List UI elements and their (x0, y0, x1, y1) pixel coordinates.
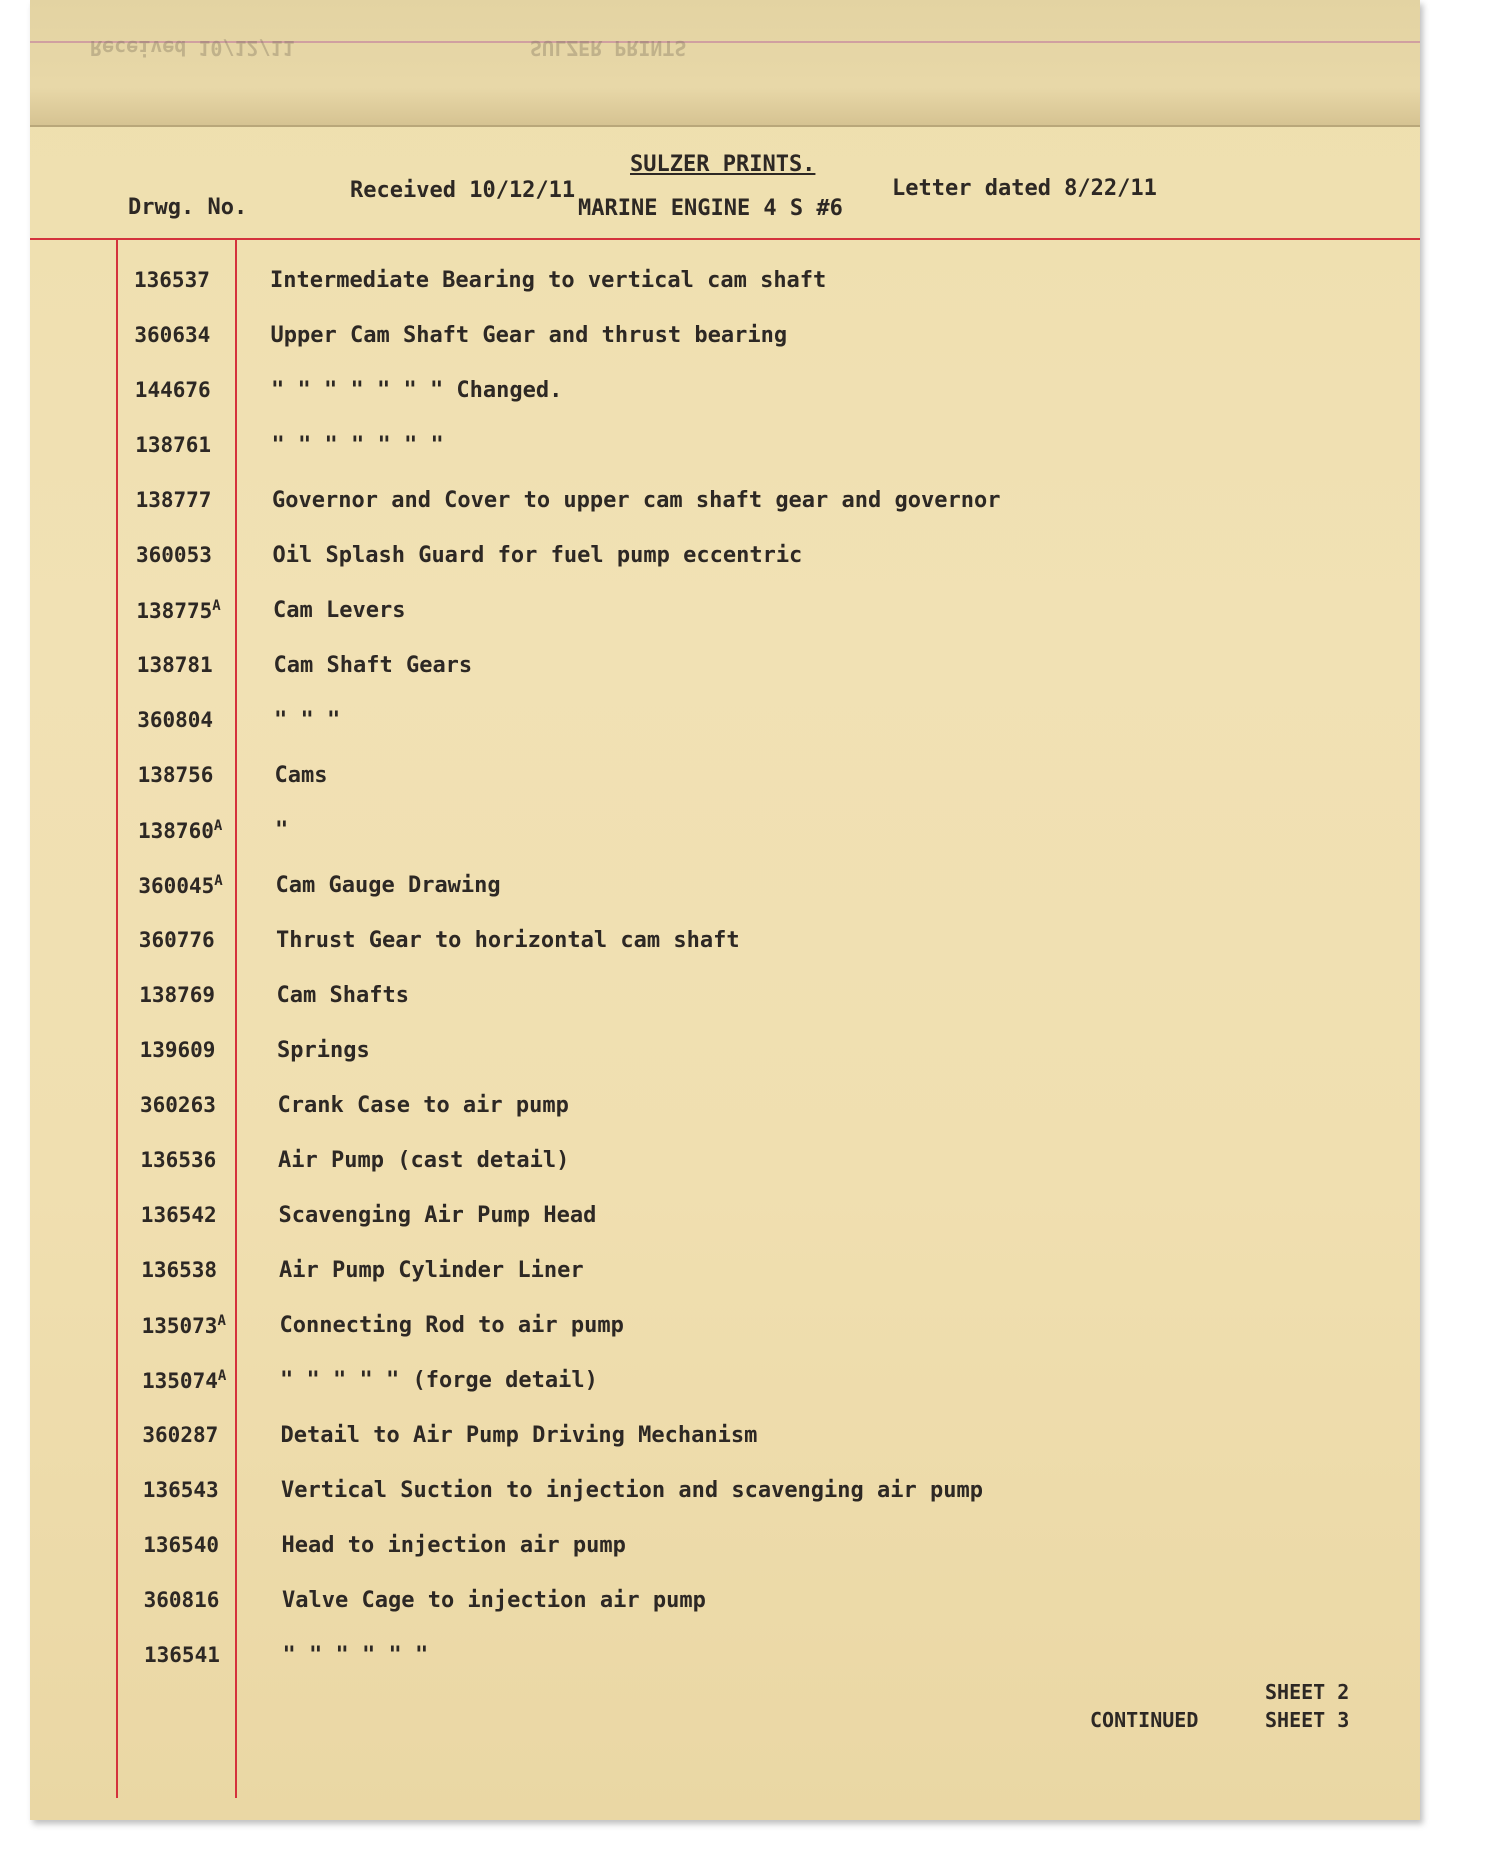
list-item (30, 763, 1420, 803)
sheet-next: SHEET 3 (1265, 1708, 1350, 1732)
drawing-number (135, 433, 211, 457)
drawing-number-text: 360804 (137, 708, 214, 732)
list-item (30, 433, 1420, 473)
drawing-number-text: 136543 (142, 1478, 219, 1502)
list-item (30, 983, 1420, 1023)
list-item (30, 653, 1420, 693)
drawing-number-text: 360776 (138, 928, 215, 952)
drawing-number (136, 543, 212, 567)
drawing-number (142, 1368, 226, 1393)
drawing-description: Intermediate Bearing to vertical cam shaft (270, 268, 827, 293)
drawing-number (140, 1093, 216, 1117)
ghost-text-2: SULZER PRINTS (530, 36, 687, 60)
drawing-number (142, 1423, 218, 1447)
drawing-number-text: 360263 (140, 1093, 216, 1117)
drawing-description: Vertical Suction to injection and scavenging air pump (281, 1478, 983, 1503)
drawing-description: " " " " " " " Changed. (271, 378, 563, 403)
drawing-number-text: 138775 (136, 599, 213, 623)
list-item (30, 1148, 1420, 1188)
drawing-description: " " " " " (forge detail) (280, 1368, 598, 1393)
drawing-number (136, 598, 220, 623)
drawing-number-text: 138761 (135, 433, 212, 457)
drawing-description: Cam Gauge Drawing (275, 873, 501, 898)
list-item (30, 1313, 1420, 1353)
drawing-description: Detail to Air Pump Driving Mechanism (280, 1423, 758, 1448)
drawing-number-text: 144676 (134, 378, 211, 402)
revision-mark: A (217, 1368, 227, 1384)
drawing-number-text: 136541 (144, 1643, 220, 1667)
list-item (30, 818, 1420, 858)
list-item (30, 268, 1420, 308)
received-date: Received 10/12/11 (350, 178, 576, 203)
drawing-description: Head to injection air pump (281, 1533, 626, 1558)
drawing-number (138, 818, 222, 843)
list-item (30, 1093, 1420, 1133)
drawing-number (141, 1203, 217, 1227)
drawing-description: Cam Shaft Gears (273, 653, 473, 678)
list-item (30, 1588, 1420, 1628)
revision-mark: A (213, 818, 223, 834)
drawing-number-text: 135074 (142, 1369, 218, 1393)
folded-top-flap (30, 0, 1420, 127)
drawing-number (141, 1258, 217, 1282)
list-item (30, 323, 1420, 363)
drawing-number (137, 653, 213, 677)
drawing-number-text: 136538 (141, 1258, 218, 1282)
drawing-description: Cam Shafts (276, 983, 409, 1008)
drawing-description: Oil Splash Guard for fuel pump eccentric (272, 543, 803, 568)
drawing-description: Governor and Cover to upper cam shaft gear and governor (272, 488, 1001, 513)
drawing-number (143, 1533, 219, 1557)
drawing-description: Valve Cage to injection air pump (282, 1588, 706, 1613)
drawing-number-text: 136536 (140, 1148, 217, 1172)
list-item (30, 598, 1420, 638)
drawing-number-text: 136542 (140, 1203, 217, 1227)
list-item (30, 873, 1420, 913)
drawing-description: " " " " " " (282, 1643, 429, 1668)
drawing-description: Cam Levers (273, 598, 406, 623)
drawing-number (137, 708, 213, 732)
drawing-number-text: 138756 (137, 763, 214, 787)
list-item (30, 1423, 1420, 1463)
drawing-number (135, 378, 211, 402)
engine-label: MARINE ENGINE 4 S #6 (578, 196, 843, 221)
drawing-description: Cams (274, 763, 328, 788)
continued-label: CONTINUED (1090, 1708, 1199, 1732)
list-item (30, 928, 1420, 968)
list-item (30, 378, 1420, 418)
drawing-number-text: 139609 (139, 1038, 216, 1062)
document-page (30, 0, 1420, 1820)
drawing-description: " " " " " " " (271, 433, 444, 458)
drawing-number (134, 323, 210, 347)
ghost-text-1: Received 10/12/11 (90, 36, 295, 60)
revision-mark: A (212, 598, 221, 614)
drawing-number-text: 136537 (134, 268, 210, 292)
drawing-number-text: 138777 (135, 488, 212, 512)
drawing-description: Air Pump (cast detail) (278, 1148, 570, 1173)
drawing-number (139, 983, 215, 1007)
drawing-number (138, 873, 222, 898)
revision-mark: A (217, 1313, 226, 1329)
list-item (30, 1038, 1420, 1078)
drawing-number-text: 138781 (136, 653, 213, 677)
drawing-number (139, 928, 215, 952)
list-item (30, 1368, 1420, 1408)
list-item (30, 1478, 1420, 1518)
drawing-number (142, 1313, 226, 1338)
drawing-description: Air Pump Cylinder Liner (279, 1258, 584, 1283)
drawing-number (134, 268, 210, 292)
list-item (30, 1258, 1420, 1298)
list-item (30, 488, 1420, 528)
drawing-description: Connecting Rod to air pump (279, 1313, 624, 1338)
drawing-description: Springs (277, 1038, 370, 1063)
drawing-number (144, 1643, 220, 1667)
list-item (30, 1203, 1420, 1243)
sheet-current: SHEET 2 (1265, 1680, 1350, 1704)
column-label: Drwg. No. (128, 195, 248, 220)
list-item (30, 708, 1420, 748)
drawing-number (136, 488, 212, 512)
drawing-description: Crank Case to air pump (277, 1093, 569, 1118)
document-title: SULZER PRINTS. (630, 152, 816, 177)
drawing-number (143, 1478, 219, 1502)
drawing-description: Thrust Gear to horizontal cam shaft (276, 928, 740, 953)
drawing-number (140, 1038, 216, 1062)
drawing-number-text: 360287 (142, 1423, 219, 1447)
drawing-number (138, 763, 214, 787)
drawing-description: Upper Cam Shaft Gear and thrust bearing (270, 323, 788, 348)
drawing-number-text: 360816 (143, 1588, 220, 1612)
drawing-number (140, 1148, 216, 1172)
drawing-number-text: 136540 (143, 1533, 220, 1557)
drawing-number-text: 360053 (136, 543, 212, 567)
letter-date: Letter dated 8/22/11 (892, 176, 1157, 201)
list-item (30, 1643, 1420, 1683)
drawing-description: " " " (274, 708, 341, 733)
drawing-number (144, 1588, 220, 1612)
drawing-number-text: 360045 (138, 874, 215, 898)
list-item (30, 1533, 1420, 1573)
list-item (30, 543, 1420, 583)
drawing-number-text: 135073 (141, 1314, 218, 1338)
drawing-number-text: 360634 (134, 323, 211, 347)
drawing-description: " (275, 818, 289, 843)
revision-mark: A (214, 873, 223, 889)
header-rule (30, 238, 1420, 240)
drawing-number-text: 138769 (139, 983, 216, 1007)
drawing-description: Scavenging Air Pump Head (278, 1203, 597, 1228)
drawing-number-text: 138760 (138, 819, 214, 843)
